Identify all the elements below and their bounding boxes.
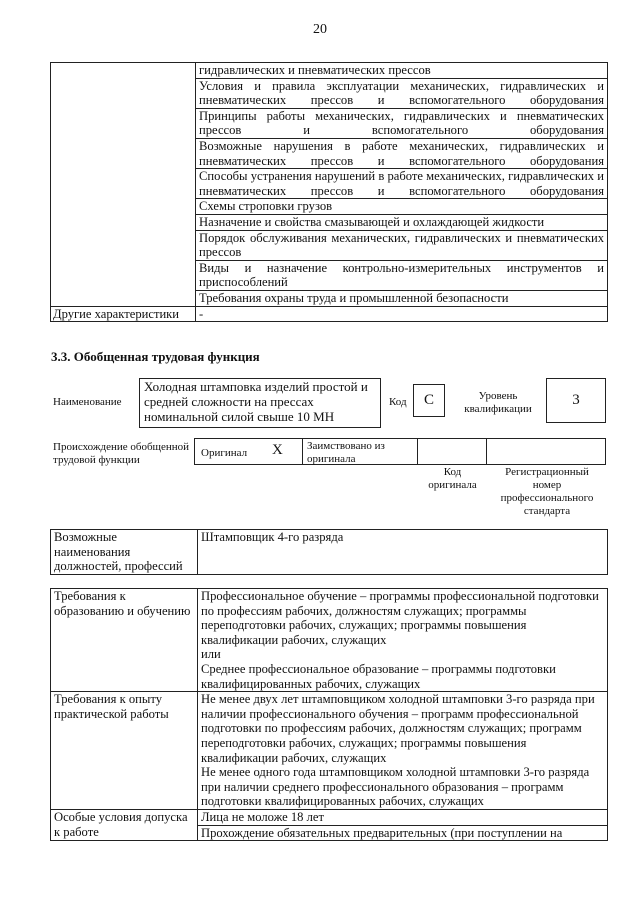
table-cell: Способы устранения нарушений в работе механических, гидравлических и пневматических прессов и вспомогательного оборудования bbox=[196, 169, 608, 199]
table-row bbox=[51, 63, 608, 79]
table-cell: - bbox=[196, 306, 608, 322]
requirement-value: Лица не моложе 18 лет bbox=[198, 809, 608, 825]
original-mark: X bbox=[272, 442, 283, 458]
requirement-paragraph: Не менее одного года штамповщиком холодной штамповки 3-го разряда при наличии среднего профессионального образования – программ подготовки квалифицированных рабочих, служащих bbox=[201, 765, 590, 809]
requirement-paragraph: Профессиональное обучение – программы профессиональной подготовки по профессиям рабочих, должностям служащих; программы переподготовки рабочих, служащих; программы повышения квалификации рабочих, служащих bbox=[201, 589, 599, 647]
origin-label: Происхождение обобщенной трудовой функции bbox=[53, 441, 190, 466]
requirement-label: Требования к образованию и обучению bbox=[51, 589, 198, 692]
name-value-box: Холодная штамповка изделий простой и средней сложности на прессах номинальной силой свыше 10 МН bbox=[139, 378, 381, 428]
reg-number-box bbox=[486, 438, 606, 465]
requirement-label: Требования к опыту практической работы bbox=[51, 692, 198, 810]
table-cell: Виды и назначение контрольно-измерительных инструментов и приспособлений bbox=[196, 260, 608, 290]
code-label: Код bbox=[389, 396, 407, 408]
original-label: Оригинал bbox=[201, 447, 248, 459]
table-key-cell bbox=[51, 63, 196, 307]
table-cell: Принципы работы механических, гидравлических и пневматических прессов и вспомогательного оборудования bbox=[196, 108, 608, 138]
positions-label: Возможные наименования должностей, профессий bbox=[51, 530, 198, 575]
table-cell: Требования охраны труда и промышленной безопасности bbox=[196, 290, 608, 306]
requirements-table bbox=[50, 588, 608, 841]
table-cell: Условия и правила эксплуатации механических, гидравлических и пневматических прессов и вспомогательного оборудования bbox=[196, 78, 608, 108]
original-box bbox=[194, 438, 303, 465]
level-value-box: 3 bbox=[546, 378, 606, 423]
page-number: 20 bbox=[313, 22, 327, 37]
positions-value: Штамповщик 4-го разряда bbox=[198, 530, 608, 575]
requirement-value bbox=[198, 692, 608, 810]
reg-number-caption: Регистрационный номер профессионального стандарта bbox=[500, 466, 594, 517]
table-row bbox=[51, 692, 608, 810]
requirement-paragraph: Среднее профессиональное образование – программы подготовки квалифицированных рабочих, служащих bbox=[201, 661, 556, 691]
section-title: 3.3. Обобщенная трудовая функция bbox=[51, 349, 260, 364]
requirement-label: Особые условия допуска к работе bbox=[51, 809, 198, 840]
borrowed-label: Заимствовано из оригинала bbox=[307, 440, 385, 465]
table-row bbox=[51, 306, 608, 322]
level-label: Уровень квалификации bbox=[464, 390, 532, 415]
table-cell: Назначение и свойства смазывающей и охлаждающей жидкости bbox=[196, 214, 608, 230]
requirement-paragraph: или bbox=[201, 647, 221, 662]
table-row bbox=[51, 809, 608, 825]
positions-table bbox=[50, 529, 608, 575]
table-row bbox=[51, 589, 608, 692]
table-cell: гидравлических и пневматических прессов bbox=[196, 63, 608, 79]
requirement-paragraph: Не менее двух лет штамповщиком холодной штамповки 3-го разряда при наличии профессионального обучения – программ профессиональной подготовки по профессиям рабочих, должностям служащих; программ переподготовки рабочих, служащих; программы повышения квалификации рабочих, служащих bbox=[201, 692, 595, 765]
requirement-value: Прохождение обязательных предварительных (при поступлении на bbox=[198, 825, 608, 841]
table-cell: Схемы строповки грузов bbox=[196, 199, 608, 215]
code-value-box: С bbox=[413, 384, 445, 417]
code-original-box bbox=[417, 438, 487, 465]
borrowed-box bbox=[302, 438, 418, 465]
code-original-caption: Код оригинала bbox=[428, 466, 477, 491]
knowledge-table bbox=[50, 62, 608, 322]
table-key-cell: Другие характеристики bbox=[51, 306, 196, 322]
table-cell: Возможные нарушения в работе механических, гидравлических и пневматических прессов и вспомогательного оборудования bbox=[196, 138, 608, 168]
requirement-value bbox=[198, 589, 608, 692]
name-label: Наименование bbox=[53, 396, 122, 408]
table-cell: Порядок обслуживания механических, гидравлических и пневматических прессов bbox=[196, 230, 608, 260]
table-row bbox=[51, 530, 608, 575]
